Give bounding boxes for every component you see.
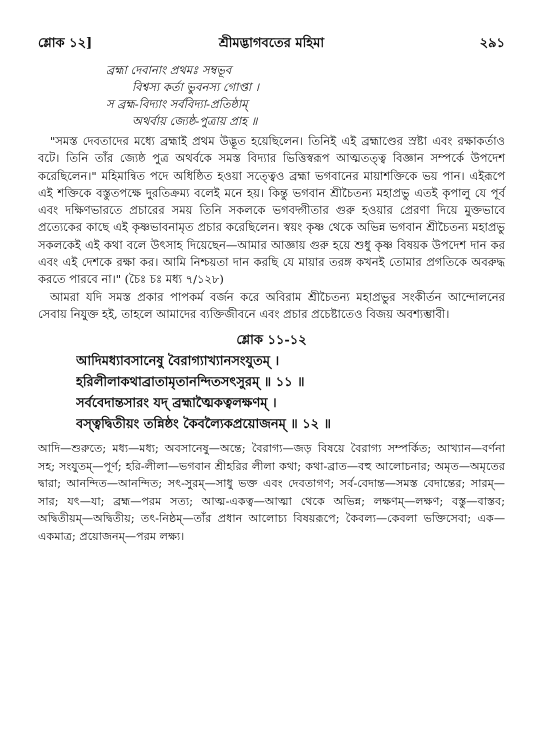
page-number: ২৯১: [479, 36, 505, 51]
sanskrit-line: সর্ববেদান্তসারং যদ্ ব্রহ্মাত্মৈকত্বলক্ষণম্ ।: [76, 396, 277, 412]
running-header: [38, 34, 505, 54]
sanskrit-line: আদিমধ্যাবসানেষু বৈরাগ্যাখ্যানসংযুতম্ ।: [76, 354, 280, 370]
purport-text: [38, 133, 505, 323]
quoted-verse-line: স ব্রহ্ম-বিদ্যাং সর্ববিদ্যা-প্রতিষ্ঠাম্: [106, 97, 248, 111]
quoted-verse-line: অথর্বায় জ্যেষ্ঠ-পুত্রায় প্রাহ ॥: [132, 114, 258, 128]
header-verse-ref: শ্লোক ১২]: [38, 36, 93, 51]
purport-paragraph: আমরা যদি সমস্ত প্রকার পাপকর্ম বর্জন করে অবিরাম শ্রীচৈতন্য মহাপ্রভুর সংকীর্তন আন্দোলনের সেবায় নিযুক্ত হই, তাহলে আমাদের ব্যক্তিজীবনে এবং প্রচার প্রচেষ্টাতেও বিজয় অবশ্যম্ভাবী।: [38, 289, 505, 321]
quoted-verse-line: বিশ্বস্য কর্তা ভুবনস্য গোপ্তা ।: [132, 80, 260, 94]
sanskrit-verse: [38, 351, 505, 435]
page-body: [38, 62, 505, 545]
purport-paragraph: "সমস্ত দেবতাদের মধ্যে ব্রহ্মাই প্রথম উদ্ভূত হয়েছিলেন। তিনিই এই ব্রহ্মাণ্ডের স্রষ্টা এবং রক্ষাকর্তাও বটে। তিনি তাঁর জ্যেষ্ঠ পুত্র অথর্বকে সমস্ত বিদ্যার ভিত্তিস্বরূপ আত্মতত্ত্ব বিজ্ঞান সম্পর্কে উপদেশ করেছিলেন।" মহিমান্বিত পদে অধিষ্ঠিত হওয়া সত্ত্বেও ব্রহ্মা ভগবানের মায়াশক্তিকে ভয় পান। এইরূপে এই শক্তিকে বস্তুতপক্ষে দুরতিক্রম্য বলেই মনে হয়। কিন্তু ভগবান শ্রীচৈতন্য মহাপ্রভু এতই কৃপালু যে পূর্ব এবং দক্ষিণভারতে প্রচারের সময় তিনি সকলকে ভগবদ্গীতার গুরু হওয়ার প্রেরণা দিয়ে মুক্তভাবে প্রত্যেকের কাছে এই কৃষ্ণভাবনামৃত প্রচার করেছিলেন। স্বয়ং কৃষ্ণ থেকে অভিন্ন ভগবান শ্রীচৈতন্য মহাপ্রভু সকলকেই এই কথা বলে উৎসাহ দিয়েছেন—আমার আজ্ঞায় গুরু হয়ে শুধু কৃষ্ণ বিষয়ক উপদেশ দান কর এবং এই দেশকে রক্ষা কর। আমি নিশ্চয়তা দান করছি যে মায়ার তরঙ্গ কখনই তোমার প্রগতিকে অবরুদ্ধ করতে পারবে না।" (চৈঃ চঃ মধ্য ৭/১২৮): [38, 134, 505, 287]
verse-heading: শ্লোক ১১-১২: [236, 333, 307, 349]
quoted-verse-line: ব্রহ্মা দেবানাং প্রথমঃ সম্বভূব: [106, 63, 232, 77]
quoted-verse: [106, 62, 505, 130]
word-synonyms: আদি—শুরুতে; মধ্য—মধ্য; অবসানেষু—অন্তে; বৈরাগ্য—জড় বিষয়ে বৈরাগ্য সম্পর্কিত; আখ্যান—বর্ণনা সহ; সংযুতম্—পূর্ণ; হরি-লীলা—ভগবান শ্রীহরির লীলা কথা; কথা-ব্রাত—বহু আলোচনার; অমৃত—অমৃতের দ্বারা; আনন্দিত—আনন্দিত; সৎ-সুরম্—সাধু ভক্ত এবং দেবতাগণ; সর্ব-বেদান্ত—সমস্ত বেদান্তের; সারম্—সার; যৎ—যা; ব্রহ্ম—পরম সত্য; আত্ম-একত্ব—আত্মা থেকে অভিন্ন; লক্ষণম্—লক্ষণ; বস্তু—বাস্তব; অদ্বিতীয়ম্—অদ্বিতীয়; তৎ-নিষ্ঠম্—তাঁর প্রধান আলোচ্য বিষয়রূপে; কৈবল্য—কেবলা ভক্তিসেবা; এক—একমাত্র; প্রয়োজনম্—পরম লক্ষ্য।: [38, 442, 505, 543]
header-title: শ্রীমদ্ভাগবতের মহিমা: [218, 36, 325, 51]
sanskrit-line: বস্ত্বদ্বিতীয়ং তন্নিষ্ঠং কৈবল্যৈকপ্রয়োজনম্ ॥ ১২ ॥: [76, 417, 331, 433]
sanskrit-line: হরিলীলাকথাব্রাতামৃতানন্দিতসৎসুরম্ ॥ ১১ ॥: [76, 375, 305, 391]
